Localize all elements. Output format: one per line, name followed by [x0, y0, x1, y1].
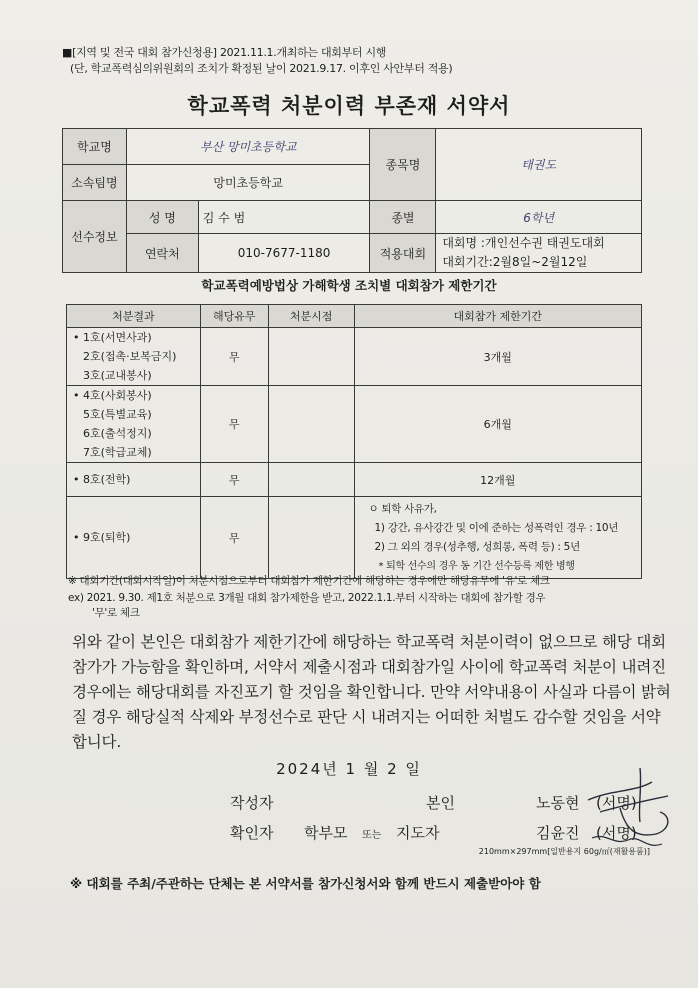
row-4-time: [268, 497, 354, 579]
list-item: 5호(특별교육): [83, 408, 152, 421]
category-label: 종별: [370, 201, 436, 234]
row-2-items: [67, 386, 201, 463]
list-item: • 8호(전학): [73, 473, 131, 486]
sport-value: 태권도: [436, 129, 642, 201]
row-4-items: [67, 497, 201, 579]
info-table: [62, 128, 642, 273]
row-4-period: [354, 497, 642, 579]
name-value: 김 수 범: [198, 201, 370, 234]
contact-value: 010-7677-1180: [198, 234, 370, 273]
event-label: 적용대회: [370, 234, 436, 273]
handwritten-signature: [580, 760, 680, 860]
school-label: 학교명: [63, 129, 127, 165]
restriction-title: 학교폭력예방법상 가해학생 조치별 대회참가 제한기간: [201, 278, 497, 293]
note-3: '무'로 체크: [92, 607, 140, 619]
confirmer-label: 확인자: [230, 824, 274, 842]
period-line: 2) 그 외의 경우(성추행, 성희롱, 폭력 등) : 5년: [374, 540, 580, 553]
note-1: ※ 대회기간(대회시작일)이 처분시점으로부터 대회참가 제한기간에 해당하는 경우에만 해당유무에 '유'로 체크: [68, 575, 550, 587]
row-3-period: 12개월: [354, 463, 642, 497]
school-value: 부산 망미초등학교: [126, 129, 370, 165]
document-title: 학교폭력 처분이력 부존재 서약서: [187, 94, 511, 118]
event-period: 대회기간:2월8일~2월12일: [442, 255, 588, 269]
author-label: 작성자: [230, 794, 274, 812]
header-period: 대회참가 제한기간: [354, 305, 642, 328]
list-item: • 4호(사회봉사): [73, 389, 152, 402]
row-1-period: 3개월: [354, 328, 642, 386]
list-item: 7호(학급교체): [83, 446, 152, 459]
header-time: 처분시점: [268, 305, 354, 328]
paper-info: 210mm×297mm[일반용지 60g/㎡(재활용품)]: [478, 847, 650, 856]
row-1-time: [268, 328, 354, 386]
row-3-items: [67, 463, 201, 497]
period-line: 1) 강간, 유사강간 및 이에 준하는 성폭력인 경우 : 10년: [374, 521, 619, 534]
header-line-1: ■[지역 및 전국 대회 참가신청용] 2021.11.1.개최하는 대회부터 시행: [62, 46, 387, 59]
list-item: • 1호(서면사과): [73, 331, 152, 344]
header-applicable: 해당유무: [200, 305, 268, 328]
contact-label: 연락처: [126, 234, 198, 273]
pledge-text: 위와 같이 본인은 대회참가 제한기간에 해당하는 학교폭력 처분이력이 없으므로 해당 대회 참가가 가능함을 확인하며, 서약서 제출시점과 대회참가일 사이에 학교폭력 처분이 내려진 경우에는 해당대회를 자진포기 할 것임을 확인합니다. 만약 서약내용이 사실과 다름이 밝혀질 경우 해당실적 삭제와 부정선수로 판단 시 내려지는 어떠한 처벌도 감수할 것임을 서약합니다.: [72, 633, 671, 751]
row-4-applicable: 무: [200, 497, 268, 579]
restriction-table: [66, 304, 642, 579]
list-item: 2호(접촉·보복금지): [83, 350, 177, 363]
author-sign: (서명): [596, 794, 637, 812]
note-2: ex) 2021. 9.30. 제1호 처분으로 3개월 대회 참가제한을 받고, 2022.1.1.부터 시작하는 대회에 참가할 경우: [68, 592, 546, 604]
footer-note: ※ 대회를 주최/주관하는 단체는 본 서약서를 참가신청서와 함께 반드시 제출받아야 함: [70, 876, 541, 891]
row-2-period: 6개월: [354, 386, 642, 463]
document-date: 2024년 1 월 2 일: [276, 760, 422, 778]
event-info: [436, 234, 642, 273]
row-1-applicable: 무: [200, 328, 268, 386]
player-label: 선수정보: [63, 201, 127, 273]
sport-label: 종목명: [370, 129, 436, 201]
team-value: 망미초등학교: [126, 165, 370, 201]
or-label: 또는: [362, 830, 382, 841]
row-1-items: [67, 328, 201, 386]
row-3-applicable: 무: [200, 463, 268, 497]
team-label: 소속팀명: [63, 165, 127, 201]
name-label: 성 명: [126, 201, 198, 234]
list-item: • 9호(퇴학): [73, 531, 131, 544]
row-2-applicable: 무: [200, 386, 268, 463]
confirmer-name: 김윤진: [536, 824, 580, 842]
period-line: ㅇ 퇴학 사유가,: [368, 502, 437, 515]
self-label: 본인: [426, 794, 455, 812]
header-result: 처분결과: [67, 305, 201, 328]
list-item: 3호(교내봉사): [83, 369, 152, 382]
period-line: * 퇴학 선수의 경우 동 기간 선수등록 제한 병행: [378, 560, 575, 572]
event-name: 대회명 :개인선수권 태권도대회: [442, 236, 605, 250]
list-item: 6호(출석정지): [83, 427, 152, 440]
confirmer-sign: (서명): [596, 824, 637, 842]
row-3-time: [268, 463, 354, 497]
parent-label: 학부모: [304, 824, 348, 842]
row-2-time: [268, 386, 354, 463]
author-name: 노동현: [536, 794, 580, 812]
header-line-2: (단, 학교폭력심의위원회의 조치가 확정된 날이 2021.9.17. 이후인 사안부터 적용): [70, 62, 453, 75]
coach-label: 지도자: [396, 824, 440, 842]
category-value: 6학년: [436, 201, 642, 234]
